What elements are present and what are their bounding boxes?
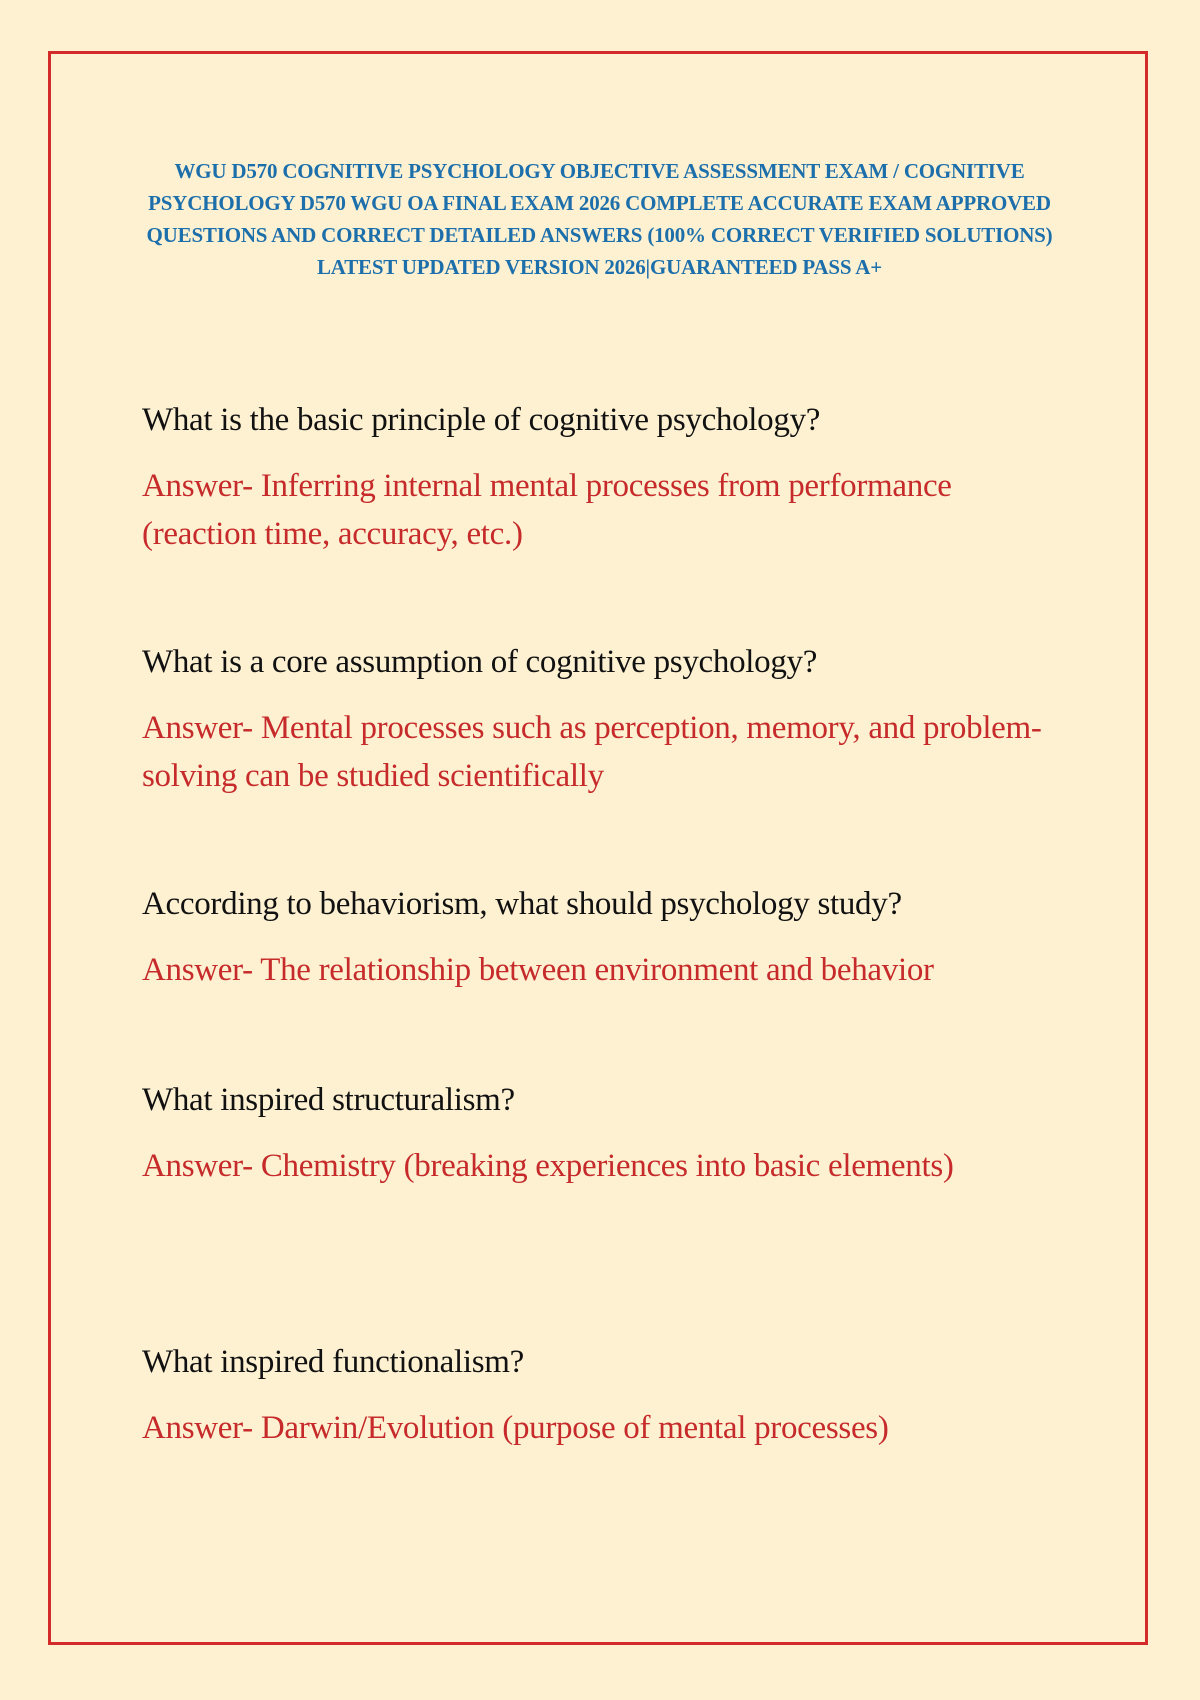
answer-text: Answer- Inferring internal mental processes from performance (reaction time, accuracy, etc.) bbox=[142, 468, 952, 552]
question-text: What inspired structuralism? bbox=[142, 1082, 515, 1118]
question-text: According to behaviorism, what should psychology study? bbox=[142, 886, 902, 922]
document-title: WGU D570 COGNITIVE PSYCHOLOGY OBJECTIVE ASSESSMENT EXAM / COGNITIVE PSYCHOLOGY D570 WGU OA FINAL EXAM 2026 COMPLETE ACCURATE EXAM APPROVED QUESTIONS AND CORRECT DETAILED ANSWERS (100% CORRECT VERIFIED SOLUTIONS) LATEST UPDATED VERSION 2026|GUARANTEED PASS A+ bbox=[146, 159, 1053, 279]
answer-text: Answer- The relationship between environment and behavior bbox=[142, 952, 934, 988]
question-text: What is the basic principle of cognitive psychology? bbox=[142, 402, 821, 438]
answer-text: Answer- Darwin/Evolution (purpose of mental processes) bbox=[142, 1410, 889, 1446]
question-text: What inspired functionalism? bbox=[142, 1344, 524, 1380]
qa-item bbox=[142, 884, 1072, 994]
answer-text: Answer- Mental processes such as perception, memory, and problem-solving can be studied scientifically bbox=[142, 710, 1042, 794]
answer-text: Answer- Chemistry (breaking experiences into basic elements) bbox=[142, 1148, 954, 1184]
qa-item bbox=[142, 1080, 1072, 1190]
qa-item bbox=[142, 1342, 1072, 1452]
question-text: What is a core assumption of cognitive psychology? bbox=[142, 644, 818, 680]
qa-item bbox=[142, 642, 1072, 800]
qa-item bbox=[142, 400, 1072, 558]
